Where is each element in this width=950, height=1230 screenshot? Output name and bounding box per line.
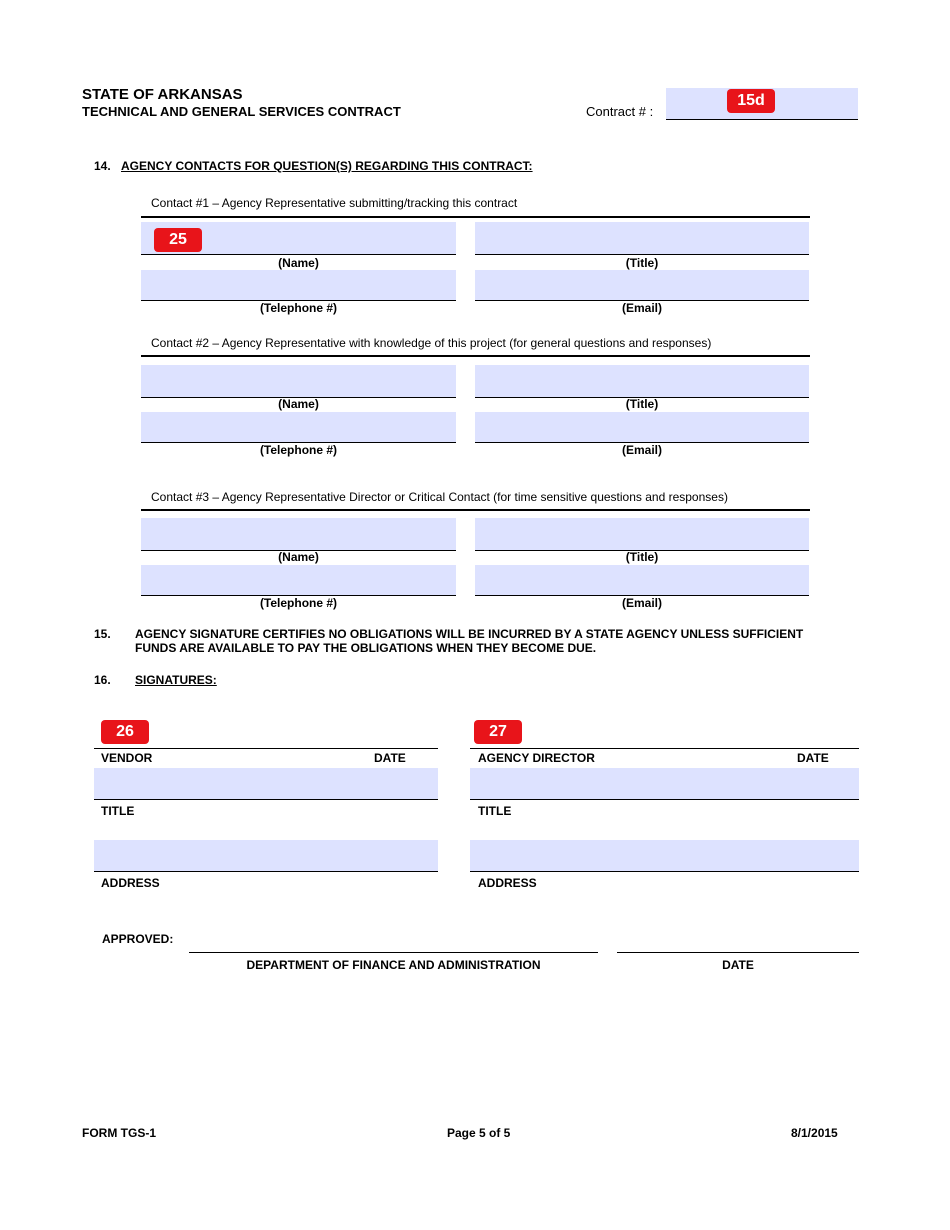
section-14-title: AGENCY CONTACTS FOR QUESTION(S) REGARDING THIS CONTRACT:	[121, 159, 533, 173]
vendor-badge: 26	[101, 720, 149, 744]
approved-date-label: DATE	[722, 958, 754, 972]
contact-3-telephone-field[interactable]	[141, 565, 456, 596]
footer-page: Page 5 of 5	[447, 1126, 511, 1140]
contract-number-label: Contract # :	[586, 104, 654, 119]
approved-label: APPROVED:	[102, 932, 174, 946]
contact-3-title-label: (Title)	[625, 550, 659, 564]
state-title: STATE OF ARKANSAS	[82, 86, 243, 103]
contact-2-email-label: (Email)	[621, 443, 662, 457]
contact-3-title-field[interactable]	[475, 518, 809, 551]
contact-3-email-field[interactable]	[475, 565, 809, 596]
contact-1-telephone-label: (Telephone #)	[259, 301, 338, 315]
director-badge: 27	[474, 720, 522, 744]
section-16-number: 16.	[94, 673, 111, 687]
contract-number-badge: 15d	[727, 89, 775, 113]
footer-date: 8/1/2015	[791, 1126, 838, 1140]
vendor-signature-line	[94, 748, 438, 749]
vendor-title-field[interactable]	[94, 768, 438, 800]
contact-1-title-label: (Title)	[625, 256, 659, 270]
contact-2-telephone-label: (Telephone #)	[259, 443, 338, 457]
contact-2-name-label: (Name)	[278, 397, 319, 411]
contact-2-email-field[interactable]	[475, 412, 809, 443]
director-title-label: TITLE	[478, 804, 512, 818]
contact-3-email-label: (Email)	[621, 596, 662, 610]
contact-2-title-field[interactable]	[475, 365, 809, 398]
director-address-label: ADDRESS	[478, 876, 537, 890]
contact-1-telephone-field[interactable]	[141, 270, 456, 301]
approved-signature-line[interactable]	[189, 952, 598, 953]
contact-1-title-field[interactable]	[475, 222, 809, 255]
vendor-address-field[interactable]	[94, 840, 438, 872]
approved-date-line[interactable]	[617, 952, 859, 953]
vendor-label: VENDOR	[101, 751, 153, 765]
contact-2-telephone-field[interactable]	[141, 412, 456, 443]
contact-1-name-label: (Name)	[278, 256, 319, 270]
contract-type: TECHNICAL AND GENERAL SERVICES CONTRACT	[82, 104, 401, 119]
contact-3-name-label: (Name)	[278, 550, 319, 564]
director-signature-line	[470, 748, 859, 749]
director-date-label: DATE	[797, 751, 829, 765]
vendor-date-label: DATE	[374, 751, 406, 765]
contact-2-name-field[interactable]	[141, 365, 456, 398]
contact-2-rule	[141, 355, 810, 357]
contact-3-heading: Contact #3 – Agency Representative Director or Critical Contact (for time sensitive questions and responses)	[151, 490, 728, 504]
contact-1-email-label: (Email)	[621, 301, 662, 315]
section-15-number: 15.	[94, 627, 111, 641]
director-label: AGENCY DIRECTOR	[478, 751, 595, 765]
contact-2-title-label: (Title)	[625, 397, 659, 411]
contact-3-telephone-label: (Telephone #)	[259, 596, 338, 610]
footer-form: FORM TGS-1	[82, 1126, 156, 1140]
director-address-field[interactable]	[470, 840, 859, 872]
contact-1-email-field[interactable]	[475, 270, 809, 301]
vendor-title-label: TITLE	[101, 804, 135, 818]
contact-1-badge: 25	[154, 228, 202, 252]
contact-3-rule	[141, 509, 810, 511]
section-15-text: AGENCY SIGNATURE CERTIFIES NO OBLIGATIONS WILL BE INCURRED BY A STATE AGENCY UNLESS SUFFICIENT FUNDS ARE AVAILABLE TO PAY THE OBLIGATIONS WHEN THEY BECOME DUE.	[135, 627, 804, 655]
contact-2-heading: Contact #2 – Agency Representative with knowledge of this project (for general questions and responses)	[151, 336, 712, 350]
section-14-number: 14.	[94, 159, 111, 173]
contact-3-name-field[interactable]	[141, 518, 456, 551]
dfa-label: DEPARTMENT OF FINANCE AND ADMINISTRATION	[246, 958, 541, 972]
section-16-title: SIGNATURES:	[135, 673, 217, 687]
contact-1-rule	[141, 216, 810, 218]
contact-1-heading: Contact #1 – Agency Representative submitting/tracking this contract	[151, 196, 518, 210]
vendor-address-label: ADDRESS	[101, 876, 160, 890]
director-title-field[interactable]	[470, 768, 859, 800]
